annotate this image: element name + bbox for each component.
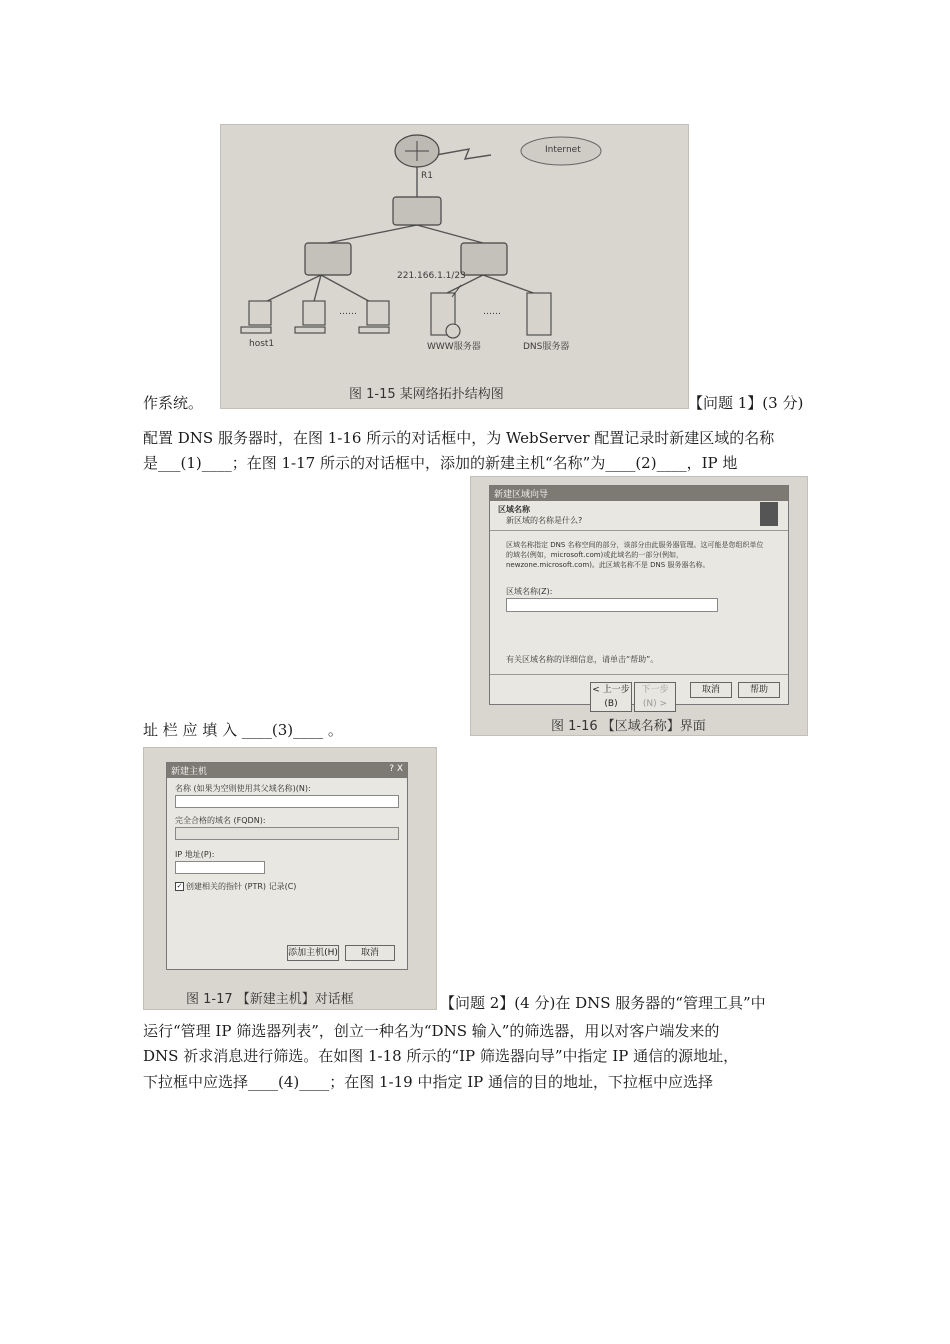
divider (490, 674, 788, 675)
www-server-label: WWW服务器 (427, 342, 481, 352)
figure-1-16-caption: 图 1-16 【区域名称】界面 (551, 719, 706, 734)
text-line-3: 是___(1)____；在图 1-17 所示的对话框中，添加的新建主机“名称”为____(2)____，IP 地 (143, 454, 738, 472)
new-host-title-bar (167, 763, 407, 778)
wizard-subheading: 新区域的名称是什么? (506, 516, 583, 525)
host-pc-icon (249, 301, 271, 325)
figure-1-15-network-topology (220, 124, 689, 409)
text-line-1-left: 作系统。 (143, 394, 204, 412)
dns-server-label: DNS服务器 (523, 342, 570, 352)
question-2-intro: 【问题 2】(4 分)在 DNS 服务器的“管理工具”中 (440, 994, 766, 1012)
internet-label: Internet (545, 145, 581, 155)
topology-diagram (221, 125, 688, 408)
text-line-7: DNS 祈求消息进行筛选。在如图 1-18 所示的“IP 筛选器向导”中指定 IP 通信的源地址， (143, 1047, 739, 1065)
server-icon (760, 502, 778, 526)
figure-1-16-zone-name-dialog (470, 476, 808, 736)
wizard-description: 区域名称指定 DNS 名称空间的部分，该部分由此服务器管理。这可能是您组织单位的域名(例如，microsoft.com)或此域名的一部分(例如，newzone.microsoft.com)。此区域名称不是 DNS 服务器名称。 (506, 541, 764, 569)
core-switch-icon (393, 197, 441, 225)
text-line-6: 运行“管理 IP 筛选器列表”，创立一种名为“DNS 输入”的筛选器，用以对客户端发来的 (143, 1022, 720, 1040)
hosts-ellipsis: …… (339, 307, 357, 317)
host1-label: host1 (249, 339, 275, 349)
figure-1-17-caption: 图 1-17 【新建主机】对话框 (186, 992, 354, 1007)
dns-server-icon (527, 293, 551, 335)
text-line-8: 下拉框中应选择____(4)____；在图 1-19 中指定 IP 通信的目的地址，下拉框中应选择 (143, 1073, 714, 1091)
host-pc-icon (367, 301, 389, 325)
ip-address-label: 221.166.1.1/23 (397, 271, 466, 281)
divider (490, 530, 788, 531)
zone-name-input[interactable] (506, 598, 718, 612)
title-bar-buttons[interactable]: ? X (389, 764, 403, 774)
right-switch-icon (461, 243, 507, 275)
help-button[interactable]: 帮助 (738, 682, 780, 698)
servers-ellipsis: …… (483, 307, 501, 317)
new-host-window (166, 762, 408, 970)
host-name-input[interactable] (175, 795, 399, 808)
ip-address-label: IP 地址(P): (175, 850, 215, 859)
zone-name-label: 区域名称(Z): (506, 587, 553, 596)
wizard-window (489, 485, 789, 709)
wizard-heading: 区域名称 (498, 505, 530, 514)
host-pc-icon (303, 301, 325, 325)
new-host-title: 新建主机 (171, 767, 208, 777)
figure-1-17-new-host-dialog (143, 747, 437, 1010)
host-name-label: 名称 (如果为空则使用其父域名称)(N): (175, 784, 311, 793)
figure-1-15-caption: 图 1-15 某网络拓扑结构图 (349, 387, 504, 402)
wizard-title-bar: 新建区域向导 (490, 486, 788, 501)
cancel-button[interactable]: 取消 (690, 682, 732, 698)
text-line-4: 址 栏 应 填 入 ____(3)____ 。 (143, 721, 343, 739)
left-switch-icon (305, 243, 351, 275)
cancel-button[interactable]: 取消 (345, 945, 395, 961)
question-1-heading: 【问题 1】(3 分) (688, 394, 804, 412)
back-button[interactable]: < 上一步(B) (590, 682, 632, 712)
ptr-checkbox-label: 创建相关的指针 (PTR) 记录(C) (186, 882, 297, 891)
ptr-checkbox[interactable]: ✓ (176, 882, 183, 890)
add-host-button[interactable]: 添加主机(H) (287, 945, 339, 961)
ip-address-input[interactable] (175, 861, 265, 874)
fqdn-field (175, 827, 399, 840)
next-button[interactable]: 下一步(N) > (634, 682, 676, 712)
router-label: R1 (421, 171, 433, 181)
wizard-help-text: 有关区域名称的详细信息，请单击“帮助”。 (506, 655, 659, 664)
fqdn-label: 完全合格的域名 (FQDN): (175, 816, 266, 825)
text-line-2: 配置 DNS 服务器时，在图 1-16 所示的对话框中，为 WebServer 配置记录时新建区域的名称 (143, 429, 775, 447)
